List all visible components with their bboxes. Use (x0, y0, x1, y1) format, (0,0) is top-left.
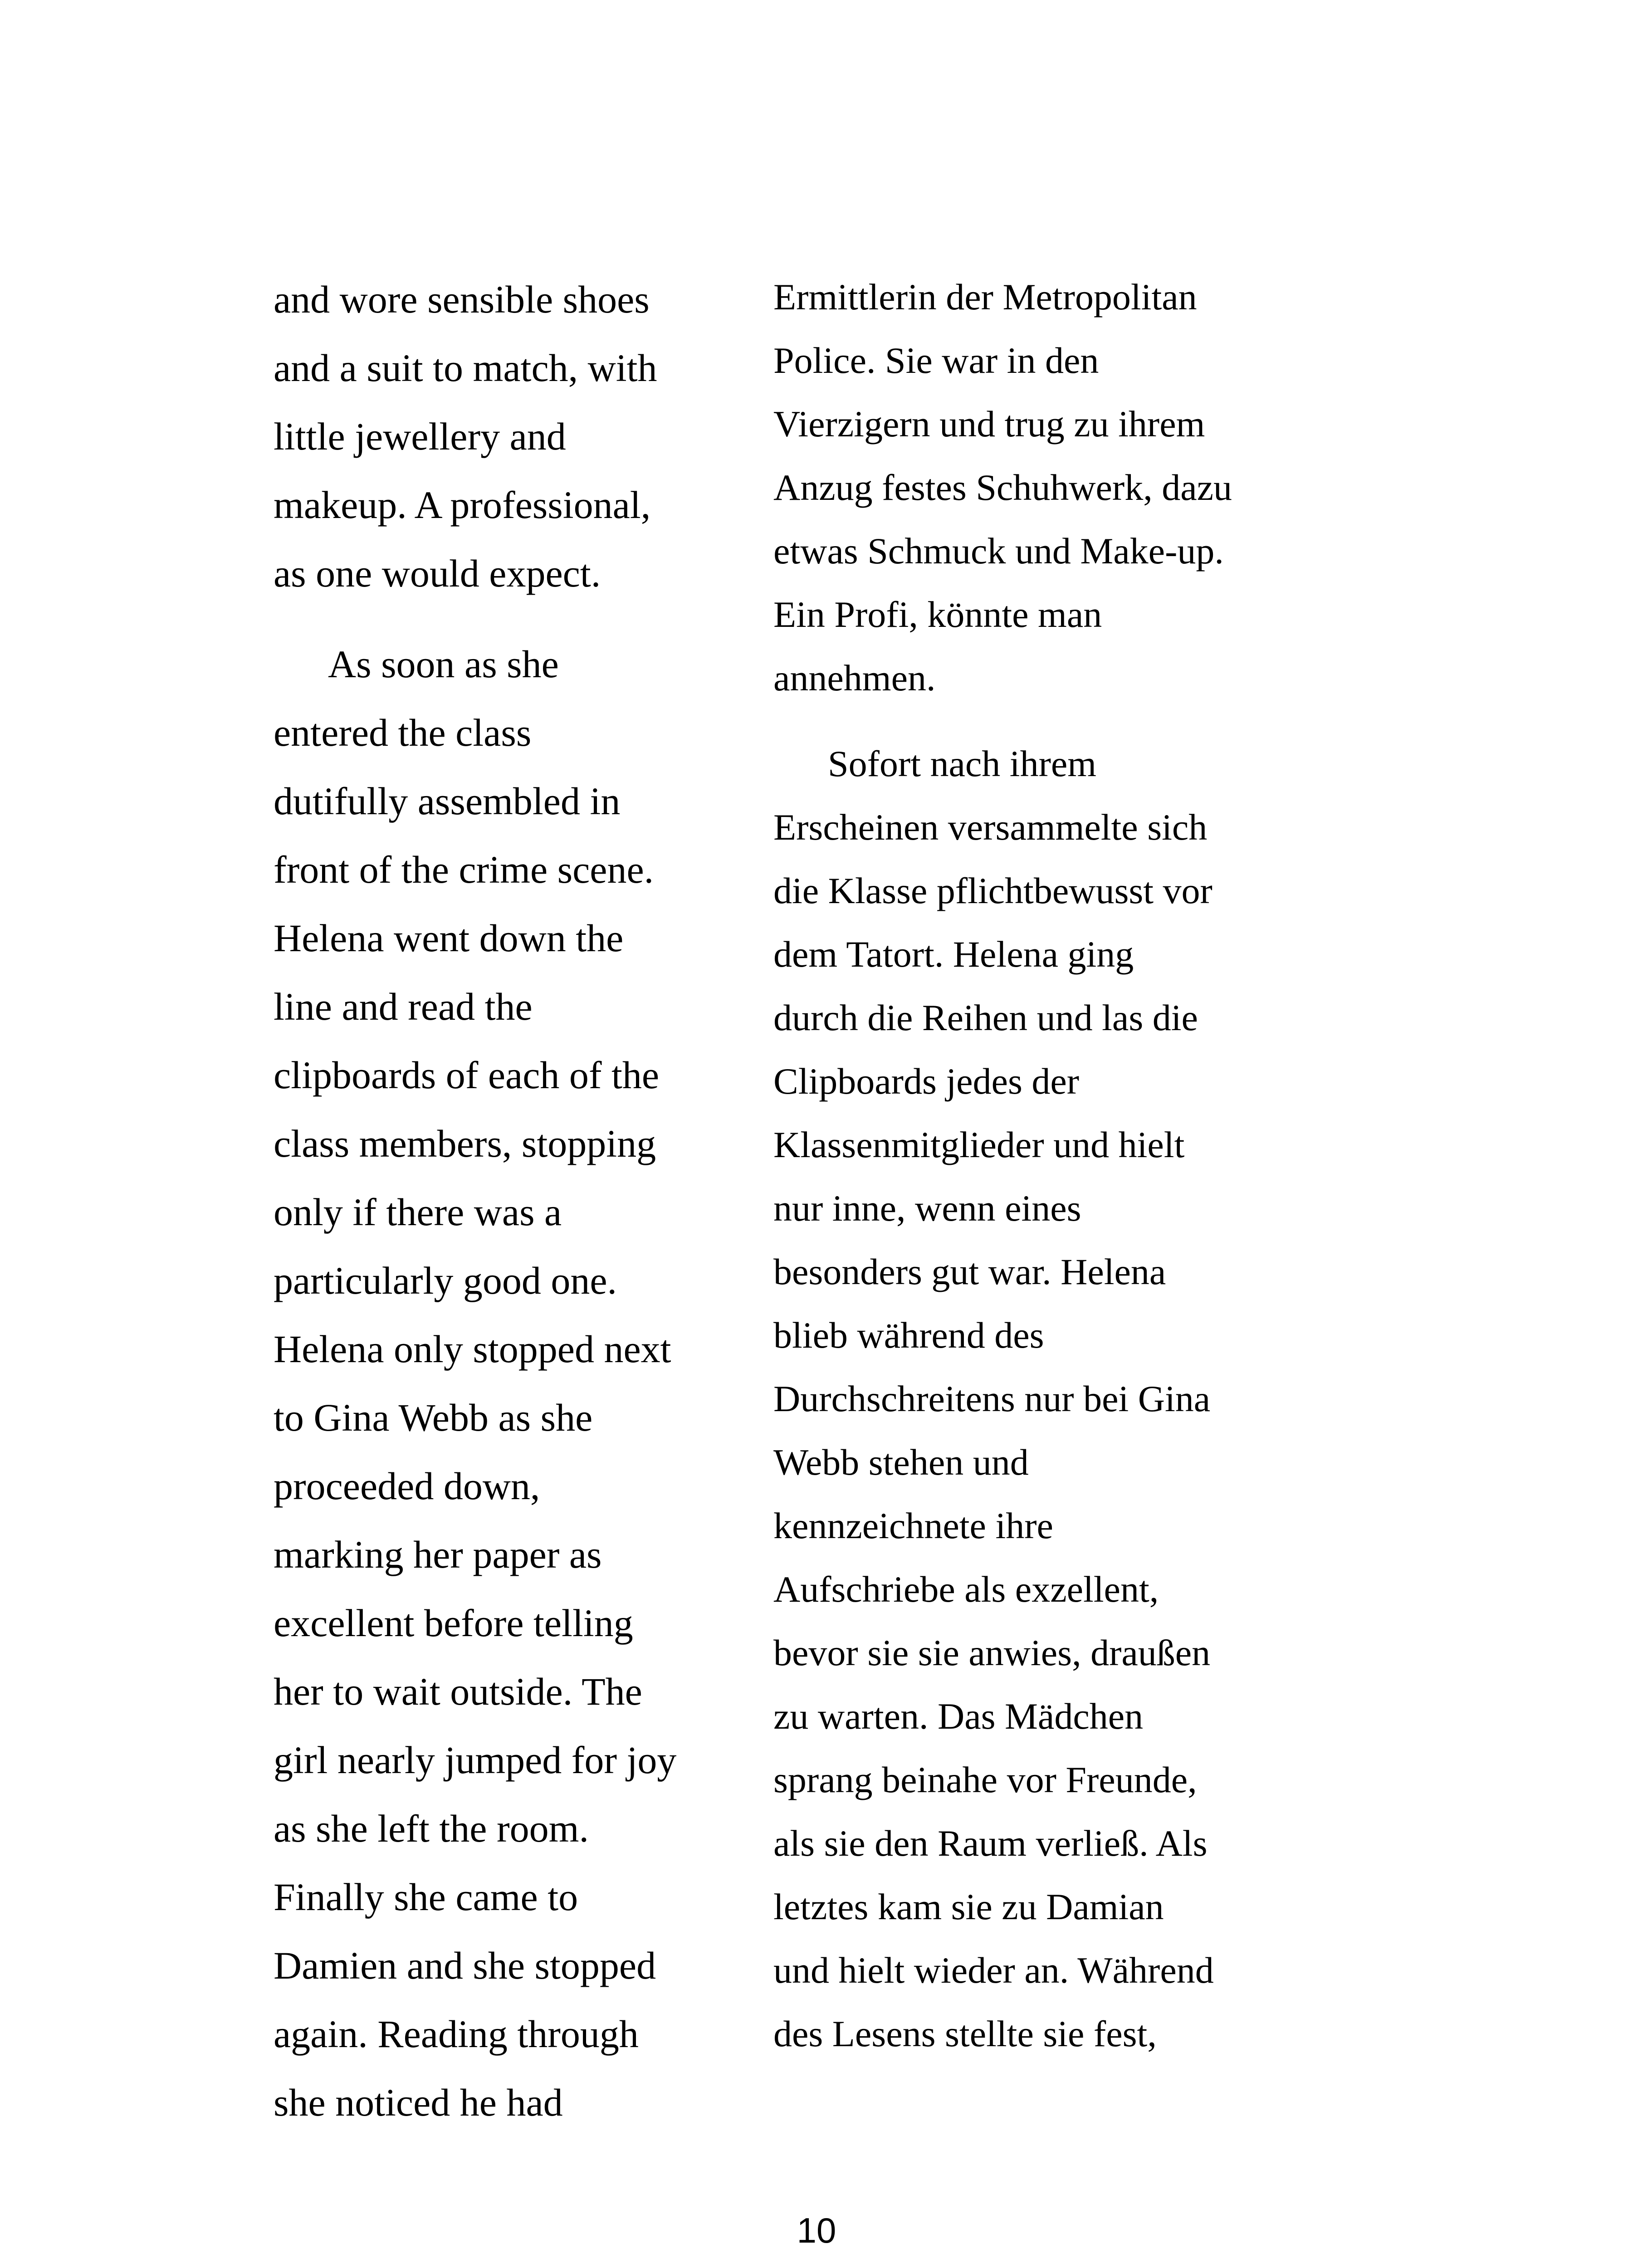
text-line: she noticed he had (274, 2081, 563, 2124)
text-line: girl nearly jumped for joy (274, 1738, 677, 1782)
text-line: her to wait outside. The (274, 1670, 642, 1713)
text-line: bevor sie sie anwies, draußen (773, 1632, 1211, 1673)
text-line: As soon as she (328, 642, 559, 686)
text-line: only if there was a (274, 1190, 562, 1234)
text-line: Ermittlerin der Metropolitan (773, 276, 1197, 318)
text-line: Police. Sie war in den (773, 340, 1099, 381)
text-line: as she left the room. (274, 1807, 589, 1850)
text-line: als sie den Raum verließ. Als (773, 1823, 1208, 1864)
text-line: nur inne, wenn eines (773, 1188, 1081, 1229)
text-line: line and read the (274, 985, 533, 1028)
text-line: Finally she came to (274, 1875, 578, 1919)
text-line: Ein Profi, könnte man (773, 594, 1102, 635)
text-line: kennzeichnete ihre (773, 1505, 1053, 1546)
text-line: zu warten. Das Mädchen (773, 1696, 1144, 1737)
text-line: proceeded down, (274, 1464, 540, 1508)
text-line: Clipboards jedes der (773, 1061, 1080, 1102)
text-line: marking her paper as (274, 1533, 602, 1576)
text-line: Anzug festes Schuhwerk, dazu (773, 467, 1232, 508)
text-line: front of the crime scene. (274, 848, 654, 891)
text-line: des Lesens stellte sie fest, (773, 2013, 1157, 2054)
text-line: durch die Reihen und las die (773, 997, 1198, 1038)
text-line: Sofort nach ihrem (828, 743, 1097, 784)
text-line: particularly good one. (274, 1259, 617, 1302)
text-line: dutifully assembled in (274, 779, 621, 823)
text-line: again. Reading through (274, 2012, 639, 2056)
text-line: annehmen. (773, 657, 936, 699)
text-line: die Klasse pflichtbewusst vor (773, 870, 1213, 911)
text-line: clipboards of each of the (274, 1053, 660, 1097)
text-line: entered the class (274, 711, 532, 754)
text-line: etwas Schmuck und Make-up. (773, 530, 1224, 572)
text-line: as one would expect. (274, 552, 601, 595)
text-line: and wore sensible shoes (274, 278, 650, 321)
text-line: dem Tatort. Helena ging (773, 934, 1134, 975)
text-line: makeup. A professional, (274, 483, 651, 527)
text-line: Erscheinen versammelte sich (773, 807, 1208, 848)
text-line: und hielt wieder an. Während (773, 1950, 1214, 1991)
text-line: letztes kam sie zu Damian (773, 1886, 1164, 1927)
text-line: besonders gut war. Helena (773, 1251, 1166, 1292)
text-line: excellent before telling (274, 1601, 633, 1645)
text-line: Helena went down the (274, 916, 624, 960)
text-line: to Gina Webb as she (274, 1396, 593, 1439)
text-line: Durchschreitens nur bei Gina (773, 1378, 1211, 1419)
text-line: Vierzigern und trug zu ihrem (773, 403, 1205, 445)
text-line: and a suit to match, with (274, 346, 657, 390)
text-line: little jewellery and (274, 415, 566, 458)
text-line: Helena only stopped next (274, 1327, 671, 1371)
text-line: class members, stopping (274, 1122, 656, 1165)
text-line: Aufschriebe als exzellent, (773, 1569, 1159, 1610)
page-number: 10 (797, 2210, 836, 2250)
text-line: Damien and she stopped (274, 1944, 656, 1987)
text-line: Webb stehen und (773, 1442, 1029, 1483)
text-line: Klassenmitglieder und hielt (773, 1124, 1185, 1165)
text-line: blieb während des (773, 1315, 1044, 1356)
text-line: sprang beinahe vor Freunde, (773, 1759, 1197, 1800)
